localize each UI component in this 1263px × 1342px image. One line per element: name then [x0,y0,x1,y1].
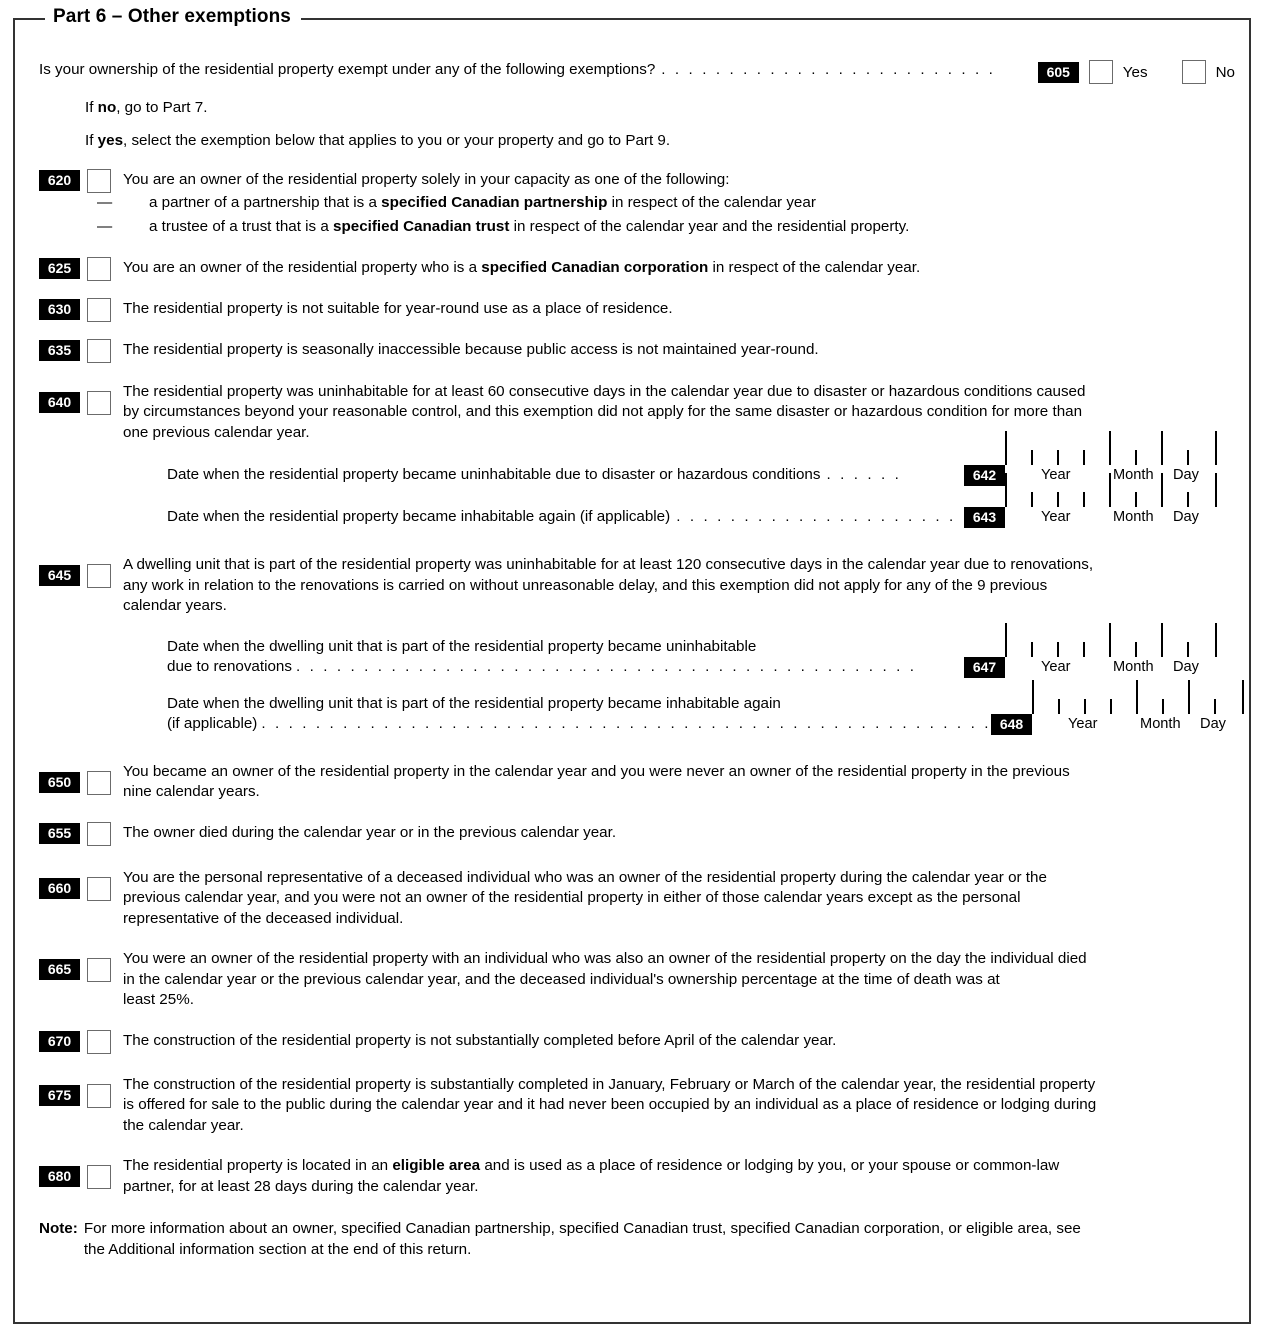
label-year: Year [1041,467,1071,483]
numcol-660 [39,867,87,899]
date-643-field [964,507,1217,528]
field-number-648: 648 [991,714,1032,735]
label-month: Month [1140,715,1181,732]
leader-dots-648: . . . . . . . . . . . . . . . . . . . . . . . . . . . . . . . . . . . . . . . . . . . . . . . . . . . . . . [261,715,992,732]
exemption-item-625 [27,257,1235,281]
if-yes-prefix: If [85,132,98,149]
exemption-item-640 [27,381,1235,444]
comb-tick [1109,623,1111,657]
exemption-item-645 [27,554,1235,617]
checkbox-640[interactable] [87,391,111,415]
bullet2-a: a trustee of a trust that is a [149,217,334,235]
comb-tick [1083,492,1085,507]
numcol-645 [39,554,87,586]
comb-tick [1031,492,1033,507]
cbcol-620 [87,169,123,193]
exemption-645-body [123,554,1235,617]
exemption-item-665 [27,948,1235,1011]
question-605-answers [1038,60,1235,84]
comb-tick [1215,473,1217,507]
dash-icon: — [97,217,113,235]
date-643-legend [1005,507,1217,527]
exemption-item-635 [27,339,1235,363]
exemption-640-line-2: by circumstances beyond your reasonable control, and this exemption did not apply for the same disaster or hazardous condition for more than [123,403,1083,420]
date-648-comb-wrap [1032,714,1244,734]
bullet2-c: in respect of the calendar year and the residential property. [509,217,910,235]
checkbox-620[interactable] [87,169,111,193]
bullet1-b: specified Canadian partnership [381,193,608,211]
date-648-label-block [167,694,991,735]
date-648-label-line-1: Date when the dwelling unit that is part of the residential property became inhabitable again [167,694,781,712]
date-648-legend [1032,714,1244,734]
checkbox-630[interactable] [87,298,111,322]
comb-tick [1109,473,1111,507]
exemption-680-line-2: partner, for at least 28 days during the calendar year. [123,1177,479,1195]
numcol-620 [39,169,87,191]
exemption-665-line-2: in the calendar year or the previous calendar year, and the deceased individual's ownership percentage at the time of death was at [123,970,1000,988]
exemption-655-body: The owner died during the calendar year or in the previous calendar year. [123,823,617,841]
exemption-650-body [123,761,1235,803]
field-number-650: 650 [39,772,80,793]
leader-dots-643: . . . . . . . . . . . . . . . . . . . . . [676,508,956,525]
comb-tick [1057,450,1059,465]
cbcol-670 [87,1030,123,1054]
date-647-label-line-2-text: due to renovations [167,658,292,675]
field-number-635: 635 [39,340,80,361]
exemption-item-620 [27,169,1235,239]
field-number-630: 630 [39,299,80,320]
comb-tick [1005,431,1007,465]
cbcol-625 [87,257,123,281]
numcol-635 [39,339,87,361]
comb-tick [1162,699,1164,714]
numcol-655 [39,822,87,844]
comb-tick [1135,642,1137,657]
label-year: Year [1041,509,1071,525]
comb-tick [1135,450,1137,465]
comb-tick [1083,642,1085,657]
exemption-645-line-2: any work in relation to the renovations is carried on without unreasonable delay, and this exemption did not apply for any of the 9 previous [123,576,1048,594]
exemption-680-b: eligible area [392,1157,481,1174]
label-month: Month [1113,467,1154,483]
field-number-620: 620 [39,170,80,191]
exemption-645-line-3: calendar years. [123,597,227,614]
label-605-no: No [1215,63,1235,81]
checkbox-645[interactable] [87,564,111,588]
cbcol-640 [87,381,123,415]
checkbox-605-yes[interactable] [1089,60,1113,84]
leader-dots-647: . . . . . . . . . . . . . . . . . . . . . . . . . . . . . . . . . . . . . . . . . . . . . . [295,658,917,675]
dash-icon: — [97,193,113,211]
cbcol-630 [87,298,123,322]
date-648-label-line-2-text: (if applicable) [167,715,258,732]
exemption-620-bullet-2 [97,215,1235,239]
label-day: Day [1173,658,1199,675]
checkbox-680[interactable] [87,1165,111,1189]
if-yes-bold: yes [97,132,124,149]
numcol-665 [39,948,87,980]
label-month: Month [1113,658,1154,675]
comb-tick [1161,431,1163,465]
exemption-635-body: The residential property is seasonally inaccessible because public access is not maintained year-round. [123,340,819,358]
exemption-630-body: The residential property is not suitable for year-round use as a place of residence. [123,299,673,317]
date-647-comb-wrap [1005,657,1217,677]
checkbox-660[interactable] [87,877,111,901]
date-647-legend [1005,657,1217,677]
exemption-660-line-3: representative of the deceased individual. [123,909,404,927]
field-number-670: 670 [39,1031,80,1052]
comb-tick [1187,642,1189,657]
label-month: Month [1113,509,1154,525]
exemption-680-a: The residential property is located in an [123,1157,393,1174]
checkbox-675[interactable] [87,1084,111,1108]
checkbox-650[interactable] [87,771,111,795]
cbcol-675 [87,1074,123,1108]
exemption-625-body [123,257,1235,279]
field-number-625: 625 [39,258,80,279]
numcol-675 [39,1074,87,1106]
exemption-670-body: The construction of the residential property is not substantially completed before April of the calendar year. [123,1031,837,1049]
comb-tick [1031,642,1033,657]
cbcol-680 [87,1155,123,1189]
cbcol-655 [87,822,123,846]
checkbox-635[interactable] [87,339,111,363]
comb-tick [1109,431,1111,465]
numcol-680 [39,1155,87,1187]
field-number-642: 642 [964,465,1005,486]
exemption-660-body [123,867,1235,930]
numcol-650 [39,761,87,793]
comb-tick [1057,492,1059,507]
exemption-item-675 [27,1074,1235,1137]
comb-tick [1031,450,1033,465]
comb-tick [1084,699,1086,714]
note-label: Note: [39,1220,78,1237]
numcol-670 [39,1030,87,1052]
label-year: Year [1041,658,1071,675]
bullet1-a: a partner of a partnership that is a [149,193,382,211]
label-day: Day [1173,467,1199,483]
comb-tick [1110,699,1112,714]
comb-tick [1214,699,1216,714]
date-643-comb-wrap [1005,507,1217,527]
if-no-suffix: , go to Part 7. [116,99,208,116]
field-number-643: 643 [964,507,1005,528]
if-no-bold: no [97,99,117,116]
exemption-item-680 [27,1155,1235,1197]
exemption-item-630 [27,298,1235,322]
exemption-625-c: in respect of the calendar year. [708,258,921,276]
exemption-640-line-1: The residential property was uninhabitable for at least 60 consecutive days in the calendar year due to disaster or hazardous conditions caused [123,382,1086,400]
exemption-625-a: You are an owner of the residential property who is a [123,258,482,276]
date-row-647 [27,637,1235,678]
date-642-field [964,465,1217,486]
cbcol-665 [87,948,123,982]
field-number-665: 665 [39,959,80,980]
field-number-680: 680 [39,1166,80,1187]
comb-tick [1215,623,1217,657]
checkbox-670[interactable] [87,1030,111,1054]
note-block [27,1219,1235,1260]
checkbox-625[interactable] [87,257,111,281]
date-643-label: Date when the residential property became inhabitable again (if applicable) [167,508,671,525]
note-body [84,1219,1217,1260]
comb-tick [1005,623,1007,657]
cbcol-645 [87,554,123,588]
part-6-frame [13,6,1251,1324]
question-605-text: Is your ownership of the residential property exempt under any of the following exemptions? [39,61,656,78]
checkbox-605-no[interactable] [1182,60,1206,84]
exemption-640-body [123,381,1235,444]
date-642-legend [1005,465,1217,485]
exemption-620-lead: You are an owner of the residential property solely in your capacity as one of the following: [123,171,730,188]
exemption-620-bullet-1 [97,191,1235,215]
date-648-label-line-2 [167,714,991,735]
comb-tick [1187,492,1189,507]
comb-tick [1057,642,1059,657]
numcol-625 [39,257,87,279]
cbcol-650 [87,761,123,795]
cbcol-660 [87,867,123,901]
comb-tick [1161,623,1163,657]
checkbox-655[interactable] [87,822,111,846]
exemption-680-body [123,1155,1235,1197]
if-no-prefix: If [85,99,98,116]
date-647-label-line-1: Date when the dwelling unit that is part of the residential property became uninhabitable [167,637,757,655]
note-line-2: the Additional information section at the end of this return. [83,1240,472,1258]
cbcol-635 [87,339,123,363]
exemption-650-line-1: You became an owner of the residential property in the calendar year and you were never an owner of the residential property in the previous [123,762,1070,780]
exemption-660-line-2: previous calendar year, and you were not an owner of the residential property in either of those calendar years except as the personal [123,889,1021,906]
bullet2-b: specified Canadian trust [333,217,510,235]
exemption-675-line-1: The construction of the residential property is substantially completed in January, February or March of the calendar year, the residential property [123,1075,1096,1093]
field-number-647: 647 [964,657,1005,678]
numcol-640 [39,381,87,413]
exemption-680-line-1 [123,1156,1235,1177]
comb-tick [1242,680,1244,714]
exemption-item-655 [27,822,1235,846]
note-line-1: For more information about an owner, specified Canadian partnership, specified Canadian trust, specified Canadian corporation, or eligible area, see [83,1220,1081,1237]
comb-tick [1005,473,1007,507]
leader-dots-642: . . . . . . [826,466,902,483]
page-title: Part 6 – Other exemptions [45,5,301,29]
exemption-675-body [123,1074,1235,1137]
exemption-645-line-1: A dwelling unit that is part of the residential property was uninhabitable for at least 120 consecutive days in the calendar year due to renovations, [123,556,1094,573]
exemption-640-line-3: one previous calendar year. [123,423,310,441]
exemption-item-670 [27,1030,1235,1054]
date-647-field [964,657,1217,678]
exemption-665-line-1: You were an owner of the residential property with an individual who was also an owner of the residential property on the day the individual died [123,950,1087,967]
date-648-field [991,714,1244,735]
exemption-650-line-2: nine calendar years. [123,783,260,800]
comb-tick [1187,450,1189,465]
field-number-605: 605 [1038,62,1079,83]
exemption-675-line-2: is offered for sale to the public during the calendar year and it had never been occupied by an individual as a place of residence or lodging during [123,1096,1097,1113]
bullet1-c: in respect of the calendar year [607,193,816,211]
comb-tick [1135,492,1137,507]
date-row-642 [27,465,1235,486]
exemption-665-line-3: least 25%. [123,991,194,1008]
date-row-643 [27,507,1235,528]
field-number-640: 640 [39,392,80,413]
comb-tick [1058,699,1060,714]
part-6-content [15,20,1249,1322]
exemption-660-line-1: You are the personal representative of a deceased individual who was an owner of the residential property during the calendar year or the [123,868,1047,886]
comb-tick [1188,680,1190,714]
comb-tick [1161,473,1163,507]
instruction-if-yes [27,131,1235,151]
comb-tick [1215,431,1217,465]
instruction-if-no [27,98,1235,118]
exemption-620-body [97,169,1235,239]
exemption-item-650 [27,761,1235,803]
exemption-620-bullets [97,191,1235,239]
label-605-yes: Yes [1122,63,1148,81]
checkbox-665[interactable] [87,958,111,982]
date-642-comb-wrap [1005,465,1217,485]
exemption-625-b: specified Canadian corporation [481,258,709,276]
field-number-675: 675 [39,1085,80,1106]
comb-tick [1032,680,1034,714]
field-number-660: 660 [39,878,80,899]
exemption-680-c: and is used as a place of residence or lodging by you, or your spouse or common-law [480,1157,1060,1174]
field-number-645: 645 [39,565,80,586]
field-number-655: 655 [39,823,80,844]
if-yes-suffix: , select the exemption below that applies to you or your property and go to Part 9. [123,132,671,149]
comb-tick [1083,450,1085,465]
date-647-label-line-2 [167,657,917,678]
label-day: Day [1173,509,1199,525]
date-642-label: Date when the residential property became uninhabitable due to disaster or hazardous conditions [167,466,821,483]
leader-dots-605: . . . . . . . . . . . . . . . . . . . . . . . . . [661,61,996,78]
numcol-630 [39,298,87,320]
label-year: Year [1068,715,1098,732]
label-day: Day [1200,715,1226,732]
exemption-item-660 [27,867,1235,930]
date-row-648 [27,694,1235,735]
question-605-row [27,60,1235,84]
exemption-675-line-3: the calendar year. [123,1116,244,1134]
comb-tick [1136,680,1138,714]
date-647-label-block [167,637,917,678]
exemption-665-body [123,948,1235,1011]
